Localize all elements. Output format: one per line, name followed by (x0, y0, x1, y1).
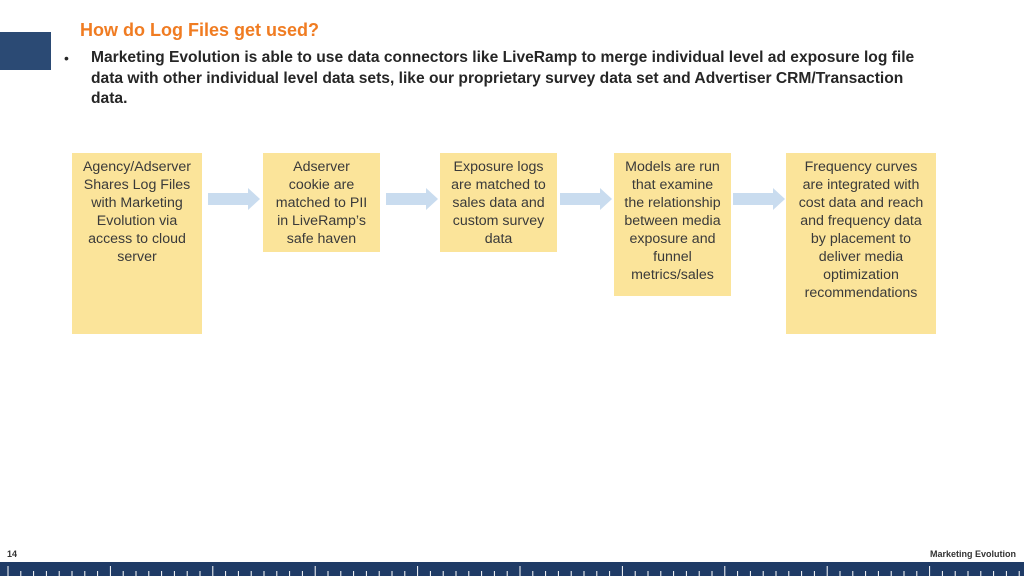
arrow-4-icon (733, 188, 785, 210)
step-1-line: access to cloud (88, 231, 186, 247)
step-5-line: by placement to (810, 231, 912, 247)
step-4-line: between media (624, 213, 721, 229)
step-box-2 (263, 153, 380, 252)
step-5-line: recommendations (804, 285, 918, 301)
arrow-1-icon (208, 188, 260, 210)
step-4-line: that examine (631, 177, 714, 193)
step-4-line: the relationship (624, 195, 721, 211)
arrow-3-icon (560, 188, 612, 210)
step-4-line: exposure and (629, 231, 716, 247)
step-5-line: cost data and reach (798, 195, 924, 211)
step-5-line: and frequency data (800, 213, 922, 229)
step-box-1 (72, 153, 202, 334)
step-4-line: metrics/sales (631, 267, 714, 283)
step-1-line: Shares Log Files (83, 177, 191, 193)
step-4-line: funnel (653, 249, 692, 265)
step-2-line: in LiveRamp’s (277, 213, 366, 229)
step-3-line: custom survey (452, 213, 545, 229)
bullet-marker: • (64, 50, 69, 66)
slide-title: How do Log Files get used? (80, 20, 320, 40)
step-1-line: Evolution via (96, 213, 178, 229)
step-3-line: data (484, 231, 513, 247)
step-2-line: cookie are (288, 177, 355, 193)
step-1-line: with Marketing (91, 195, 183, 211)
step-5-line: Frequency curves (804, 159, 918, 175)
step-box-5 (786, 153, 936, 334)
step-4-line: Models are run (625, 159, 720, 175)
footer-brand: Marketing Evolution (929, 549, 1016, 559)
arrow-2-icon (386, 188, 438, 210)
step-box-3 (440, 153, 557, 252)
step-1-line: server (117, 249, 157, 265)
step-5-line: optimization (823, 267, 899, 283)
step-5-line: deliver media (818, 249, 904, 265)
step-2-line: safe haven (286, 231, 357, 247)
step-3-line: Exposure logs (453, 159, 544, 175)
accent-block (0, 32, 51, 70)
footer-ruler-ticks (0, 562, 1024, 576)
bullet-point (62, 48, 942, 110)
step-1-line: Agency/Adserver (82, 159, 192, 175)
step-3-line: are matched to (451, 177, 546, 193)
step-2-line: matched to PII (275, 195, 368, 211)
step-2-line: Adserver (293, 159, 350, 175)
footer-bar (0, 562, 1024, 576)
bullet-text: Marketing Evolution is able to use data connectors like LiveRamp to merge individual level ad exposure log file data with other individual level data sets, like our proprietary survey data set and Advertiser CRM/Transaction data. (91, 49, 915, 107)
page-number: 14 (7, 549, 18, 559)
step-box-4 (614, 153, 731, 296)
step-5-line: are integrated with (802, 177, 920, 193)
step-3-line: sales data and (452, 195, 545, 211)
